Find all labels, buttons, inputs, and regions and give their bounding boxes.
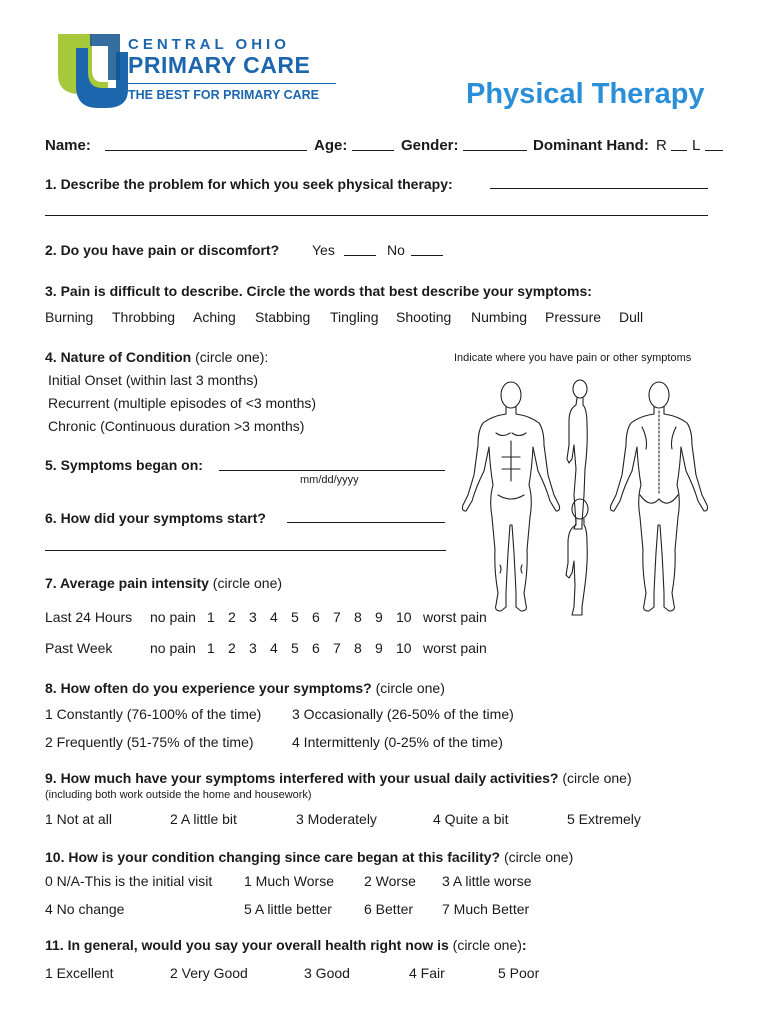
q8-hint: (circle one) [371, 680, 445, 696]
q10-options-row-1 [0, 873, 770, 893]
q9-subtext: (including both work outside the home and housework) [45, 789, 312, 801]
q11-option-very-good[interactable]: 2 Very Good [170, 965, 248, 981]
page-title: Physical Therapy [466, 78, 705, 110]
q7-heading [45, 575, 282, 591]
q10-option-much-worse[interactable]: 1 Much Worse [244, 873, 334, 889]
logo-mark-icon [58, 30, 128, 108]
q10-hint: (circle one) [500, 849, 574, 865]
q7-scale-9[interactable]: 9 [375, 609, 383, 625]
q9-heading [45, 770, 632, 786]
q7-hint: (circle one) [208, 575, 283, 591]
q11-hint: (circle one) [448, 937, 522, 953]
q5-label: 5. Symptoms began on: [45, 457, 203, 473]
q5-date-format: mm/dd/yyyy [300, 474, 359, 486]
q8-option-frequently[interactable]: 2 Frequently (51-75% of the time) [45, 734, 254, 750]
logo-brand-line-2: PRIMARY CARE [128, 52, 311, 78]
q11-option-excellent[interactable]: 1 Excellent [45, 965, 114, 981]
body-back-figure [610, 382, 707, 611]
hand-right-field[interactable] [671, 150, 687, 151]
q10-option-worse[interactable]: 2 Worse [364, 873, 416, 889]
q4-option-chronic[interactable]: Chronic (Continuous duration >3 months) [48, 418, 305, 434]
q8-label: 8. How often do you experience your symptoms? [45, 680, 372, 696]
q7-scale-2[interactable]: 2 [228, 609, 236, 625]
q7-high-anchor: worst pain [423, 609, 487, 625]
q3-word-dull[interactable]: Dull [619, 309, 644, 325]
q10-label: 10. How is your condition changing since care began at this facility? [45, 849, 501, 865]
q1-field-1[interactable] [490, 188, 708, 189]
q2-yes-option[interactable]: Yes [312, 242, 335, 258]
q10-heading [45, 849, 573, 865]
q10-option-a-little-better[interactable]: 5 A little better [244, 901, 332, 917]
q7-row-label: Last 24 Hours [45, 609, 133, 625]
q7-scale-1[interactable]: 1 [207, 609, 215, 625]
q11-label: 11. In general, would you say your overall health right now is [45, 937, 449, 953]
q6-field-2[interactable] [45, 550, 446, 551]
q1-field-2[interactable] [45, 215, 708, 216]
q7-low-anchor: no pain [150, 640, 196, 656]
logo-divider [128, 83, 336, 84]
body-front-figure [462, 382, 559, 611]
q9-option-not-at-all[interactable]: 1 Not at all [45, 811, 112, 827]
q10-options-row-2 [0, 901, 770, 921]
q7-scale-6[interactable]: 6 [312, 609, 320, 625]
q11-colon: : [521, 937, 527, 953]
q7-row-last-24-hours [0, 609, 770, 629]
q11-options [0, 965, 770, 985]
q3-word-burning[interactable]: Burning [45, 309, 94, 325]
body-side-figure-upper [567, 380, 587, 529]
logo-brand-line-1: CENTRAL OHIO [128, 36, 290, 53]
q7-row-label: Past Week [45, 640, 113, 656]
q2-yes-field[interactable] [344, 255, 376, 256]
q7-scale-8[interactable]: 8 [354, 609, 362, 625]
q6-label: 6. How did your symptoms start? [45, 510, 266, 526]
q11-option-good[interactable]: 3 Good [304, 965, 350, 981]
q3-label: 3. Pain is difficult to describe. Circle the words that best describe your symptoms: [45, 283, 592, 299]
q7-scale-7[interactable]: 7 [333, 640, 341, 656]
q7-low-anchor: no pain [150, 609, 196, 625]
age-label: Age: [314, 137, 348, 154]
q7-scale-2[interactable]: 2 [228, 640, 236, 656]
q7-scale-9[interactable]: 9 [375, 640, 383, 656]
q10-option-no-change[interactable]: 4 No change [45, 901, 125, 917]
dominant-hand-label: Dominant Hand: [533, 137, 649, 154]
q3-word-tingling[interactable]: Tingling [330, 309, 379, 325]
age-field[interactable] [352, 150, 394, 151]
q8-option-intermittently[interactable]: 4 Intermittenly (0-25% of the time) [292, 734, 503, 750]
q3-word-aching[interactable]: Aching [193, 309, 236, 325]
q7-scale-3[interactable]: 3 [249, 609, 257, 625]
q7-scale-1[interactable]: 1 [207, 640, 215, 656]
name-field[interactable] [105, 150, 307, 151]
q2-no-option[interactable]: No [387, 242, 405, 258]
q3-word-pressure[interactable]: Pressure [545, 309, 602, 325]
q7-scale-10[interactable]: 10 [396, 640, 412, 656]
q7-row-past-week [0, 640, 770, 660]
q4-label: 4. Nature of Condition [45, 349, 192, 365]
q7-scale-5[interactable]: 5 [291, 609, 299, 625]
q10-option-much-better[interactable]: 7 Much Better [442, 901, 530, 917]
q7-scale-8[interactable]: 8 [354, 640, 362, 656]
body-chart-caption: Indicate where you have pain or other symptoms [454, 352, 692, 364]
hand-left-option[interactable]: L [692, 137, 701, 154]
q4-option-recurrent[interactable]: Recurrent (multiple episodes of <3 months) [48, 395, 317, 411]
q7-scale-5[interactable]: 5 [291, 640, 299, 656]
q10-option-a-little-worse[interactable]: 3 A little worse [442, 873, 532, 889]
q3-word-throbbing[interactable]: Throbbing [112, 309, 176, 325]
body-chart-diagram[interactable] [456, 375, 726, 620]
q5-date-field[interactable] [219, 470, 445, 471]
q9-option-a-little-bit[interactable]: 2 A little bit [170, 811, 237, 827]
q9-option-moderately[interactable]: 3 Moderately [296, 811, 377, 827]
q8-option-occasionally[interactable]: 3 Occasionally (26-50% of the time) [292, 706, 514, 722]
q9-label: 9. How much have your symptoms interfered with your usual daily activities? [45, 770, 559, 786]
name-label: Name: [45, 137, 91, 154]
q4-heading [45, 349, 268, 365]
q9-option-extremely[interactable]: 5 Extremely [567, 811, 641, 827]
q4-option-initial-onset[interactable]: Initial Onset (within last 3 months) [48, 372, 259, 388]
q7-scale-7[interactable]: 7 [333, 609, 341, 625]
q1-label: 1. Describe the problem for which you seek physical therapy: [45, 176, 453, 192]
q3-word-numbing[interactable]: Numbing [471, 309, 528, 325]
q9-option-quite-a-bit[interactable]: 4 Quite a bit [433, 811, 509, 827]
q2-no-field[interactable] [411, 255, 443, 256]
q3-word-stabbing[interactable]: Stabbing [255, 309, 311, 325]
gender-field[interactable] [463, 150, 527, 151]
q3-word-shooting[interactable]: Shooting [396, 309, 452, 325]
q7-scale-4[interactable]: 4 [270, 640, 278, 656]
q8-heading [45, 680, 445, 696]
q9-options [0, 811, 770, 831]
logo [58, 30, 348, 110]
q10-option-na[interactable]: 0 N/A-This is the initial visit [45, 873, 213, 889]
hand-right-option[interactable]: R [656, 137, 667, 154]
logo-tagline: THE BEST FOR PRIMARY CARE [128, 88, 319, 102]
q11-option-fair[interactable]: 4 Fair [409, 965, 445, 981]
body-side-figure-lower [566, 499, 588, 615]
q7-high-anchor: worst pain [423, 640, 487, 656]
q9-hint: (circle one) [558, 770, 632, 786]
q8-option-constantly[interactable]: 1 Constantly (76-100% of the time) [45, 706, 262, 722]
gender-label: Gender: [401, 137, 459, 154]
q7-scale-10[interactable]: 10 [396, 609, 412, 625]
q7-scale-3[interactable]: 3 [249, 640, 257, 656]
q2-label: 2. Do you have pain or discomfort? [45, 242, 280, 258]
hand-left-field[interactable] [705, 150, 723, 151]
q7-label: 7. Average pain intensity [45, 575, 209, 591]
q11-option-poor[interactable]: 5 Poor [498, 965, 540, 981]
q10-option-better[interactable]: 6 Better [364, 901, 414, 917]
q7-scale-4[interactable]: 4 [270, 609, 278, 625]
q3-word-list [0, 309, 770, 329]
q4-hint: (circle one): [191, 349, 269, 365]
q11-heading [45, 937, 527, 953]
q7-scale-6[interactable]: 6 [312, 640, 320, 656]
q6-field-1[interactable] [287, 522, 445, 523]
